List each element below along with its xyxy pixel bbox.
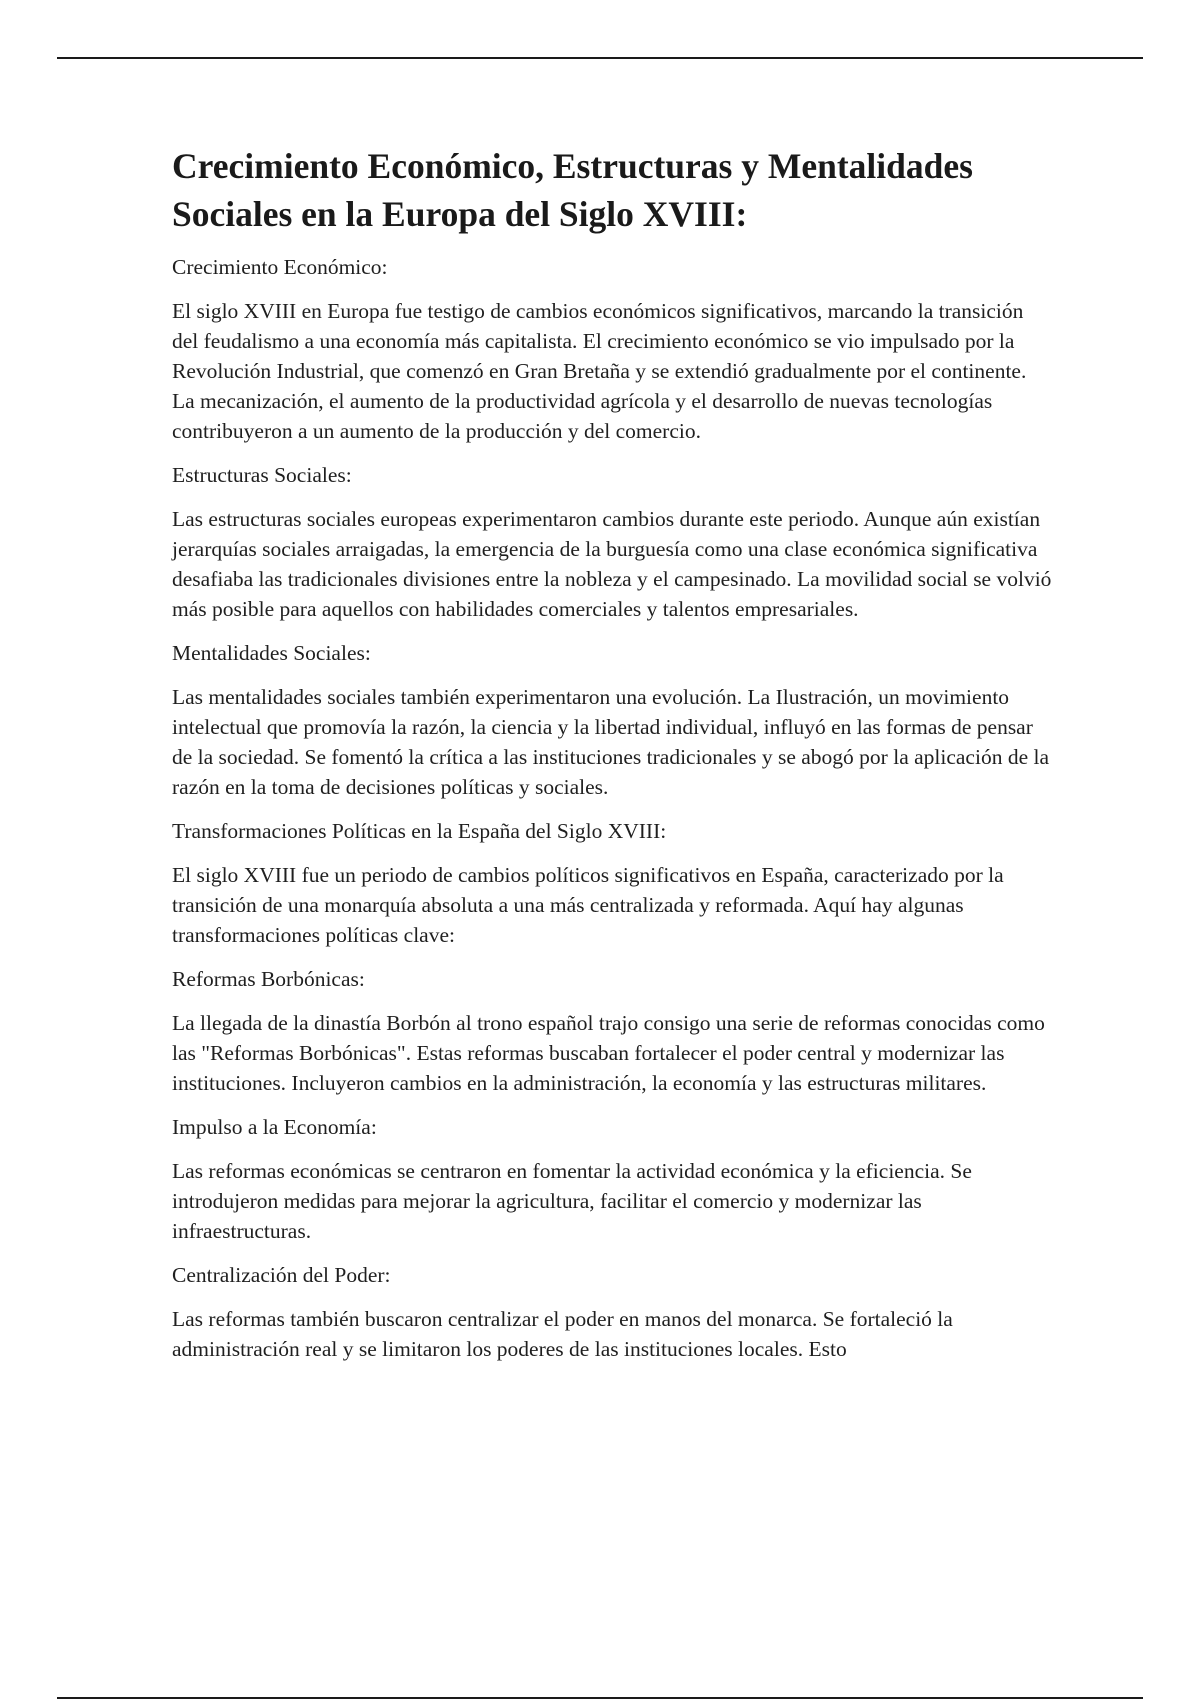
paragraph-mentalidades: Las mentalidades sociales también experimentaron una evolución. La Ilustración, un movimiento intelectual que promovía la razón, la ciencia y la libertad individual, influyó en las formas de pensar de la sociedad. Se fomentó la crítica a las instituciones tradicionales y se abogó por la aplicación de la razón en la toma de decisiones políticas y sociales.	[172, 685, 1050, 799]
section-heading-mentalidades: Mentalidades Sociales:	[172, 641, 371, 665]
document-body	[172, 142, 1052, 1378]
section-heading-estructuras: Estructuras Sociales:	[172, 463, 352, 487]
top-rule	[57, 57, 1143, 59]
section-heading-reformas: Reformas Borbónicas:	[172, 967, 365, 991]
paragraph-reformas: La llegada de la dinastía Borbón al trono español trajo consigo una serie de reformas conocidas como las "Reformas Borbónicas". Estas reformas buscaban fortalecer el poder central y modernizar las instituciones. Incluyeron cambios en la administración, la economía y las estructuras militares.	[172, 1011, 1045, 1095]
paragraph-estructuras: Las estructuras sociales europeas experimentaron cambios durante este periodo. Aunque aún existían jerarquías sociales arraigadas, la emergencia de la burguesía como una clase económica significativa desafiaba las tradicionales divisiones entre la nobleza y el campesinado. La movilidad social se volvió más posible para aquellos con habilidades comerciales y talentos empresariales.	[172, 507, 1052, 621]
paragraph-impulso: Las reformas económicas se centraron en fomentar la actividad económica y la eficiencia. Se introdujeron medidas para mejorar la agricultura, facilitar el comercio y modernizar las infraestructuras.	[172, 1159, 972, 1243]
paragraph-crecimiento: El siglo XVIII en Europa fue testigo de cambios económicos significativos, marcando la transición del feudalismo a una economía más capitalista. El crecimiento económico se vio impulsado por la Revolución Industrial, que comenzó en Gran Bretaña y se extendió gradualmente por el continente. La mecanización, el aumento de la productividad agrícola y el desarrollo de nuevas tecnologías contribuyeron a un aumento de la producción y del comercio.	[172, 299, 1027, 443]
section-heading-crecimiento: Crecimiento Económico:	[172, 255, 388, 279]
document-title: Crecimiento Económico, Estructuras y Mentalidades Sociales en la Europa del Siglo XVIII:	[172, 146, 973, 234]
paragraph-centralizacion: Las reformas también buscaron centralizar el poder en manos del monarca. Se fortaleció la administración real y se limitaron los poderes de las instituciones locales. Esto	[172, 1307, 953, 1361]
section-heading-impulso: Impulso a la Economía:	[172, 1115, 377, 1139]
bottom-rule	[57, 1697, 1143, 1699]
section-heading-centralizacion: Centralización del Poder:	[172, 1263, 391, 1287]
paragraph-transformaciones: El siglo XVIII fue un periodo de cambios políticos significativos en España, caracterizado por la transición de una monarquía absoluta a una más centralizada y reformada. Aquí hay algunas transformaciones políticas clave:	[172, 863, 1004, 947]
section-heading-transformaciones: Transformaciones Políticas en la España del Siglo XVIII:	[172, 819, 667, 843]
